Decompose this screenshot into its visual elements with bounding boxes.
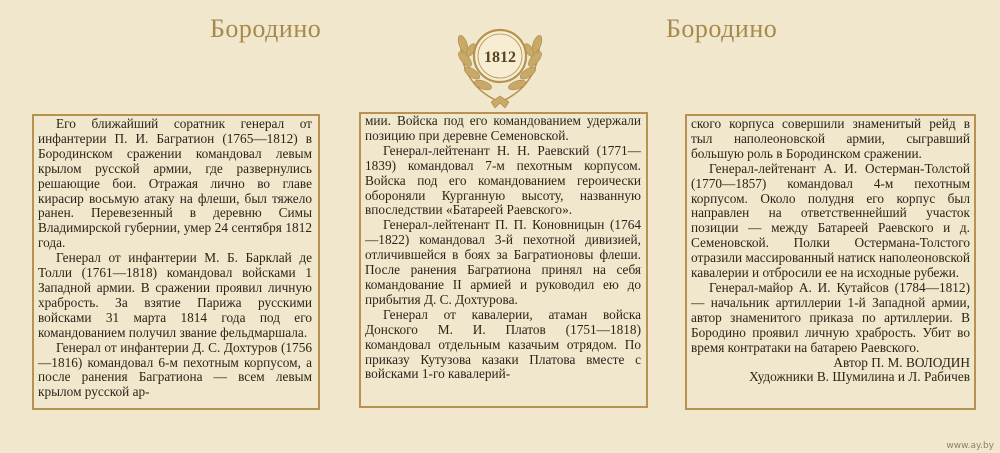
paragraph-osterman-tolstoy: Генерал-лейтенант А. И. Остерман-Толстой (1770—1857) командовал 4-м пехотным корпусом. Около полудня его корпус был направлен на ответственнейший участок позиции — между Батареей Раевского и д. Семеновской. Полки Остермана-Толстого отразили массированный натиск наполеоновской кавалерии и отбросили ее на исходные рубежи. bbox=[691, 160, 970, 281]
paragraph-dokhturov: Генерал от инфантерии Д. С. Дохтуров (1756—1816) командовал 6-м пехотным корпусом, а после ранения Багратиона — всем левым крылом русской ар- bbox=[38, 339, 312, 400]
heading-right: Бородино bbox=[666, 14, 778, 43]
paragraph-continuation: ского корпуса совершили знаменитый рейд в тыл наполеоновской армии, сыгравший большую роль в Бородинском сражении. bbox=[691, 117, 970, 161]
watermark: www.ay.by bbox=[946, 441, 994, 451]
paragraph-konovnitsyn: Генерал-лейтенант П. П. Коновницын (1764—1822) командовал 3-й пехотной дивизией, отличившейся в боях за Багратионовы флеши. После ранения Багратиона принял на себя командование II армией и руководил ею до прибытия Д. С. Дохтурова. bbox=[365, 217, 641, 307]
artists-credit: Художники В. Шумилина и Л. Рабичев bbox=[749, 369, 970, 385]
paragraph-bagration: Его ближайший соратник генерал от инфантерии П. И. Багратион (1765—1812) в Бородинском сражении командовал левым крылом русской армии, где развернулись решающие бои. Отражая лично во главе кирасир восьмую атаку на флеши, был тяжело ранен. Перевезенный в деревню Симы Владимирской губернии, умер 24 сентября 1812 года. bbox=[38, 117, 312, 251]
text-column-1 bbox=[38, 117, 312, 407]
paragraph-platov: Генерал от кавалерии, атаман войска Донского М. И. Платов (1751—1818) командовал отдельным казачьим отрядом. По приказу Кутузова казаки Платова вместе с войсками 1-го кавалерий- bbox=[365, 306, 641, 382]
paragraph-continuation: мии. Войска под его командованием удержали позицию при деревне Семеновской. bbox=[365, 114, 641, 143]
paragraph-kutaisov: Генерал-майор А. И. Кутайсов (1784—1812) — начальник артиллерии 1-й Западной армии, автор знаменитого приказа по артиллерии. В Бородино проявил личную храбрость. Убит во время контратаки на батарею Раевского. bbox=[691, 279, 970, 355]
text-column-2 bbox=[365, 114, 641, 404]
heading-left: Бородино bbox=[210, 14, 322, 43]
author-credit: Автор П. М. ВОЛОДИН bbox=[833, 354, 970, 370]
text-column-3 bbox=[691, 117, 970, 407]
paragraph-raevsky: Генерал-лейтенант Н. Н. Раевский (1771—1839) командовал 7-м пехотным корпусом. Войска под его командованием героически обороняли Курганную высоту, названную впоследствии «Батареей Раевского». bbox=[365, 142, 641, 218]
paragraph-barclay: Генерал от инфантерии М. Б. Барклай де Толли (1761—1818) командовал войсками 1 Западной армии. В сражении проявил личную храбрость. За взятие Парижа русскими войсками 31 марта 1814 года под его командованием получил звание фельдмаршала. bbox=[38, 250, 312, 340]
emblem-year: 1812 bbox=[484, 49, 516, 66]
laurel-wreath-emblem bbox=[447, 4, 553, 110]
